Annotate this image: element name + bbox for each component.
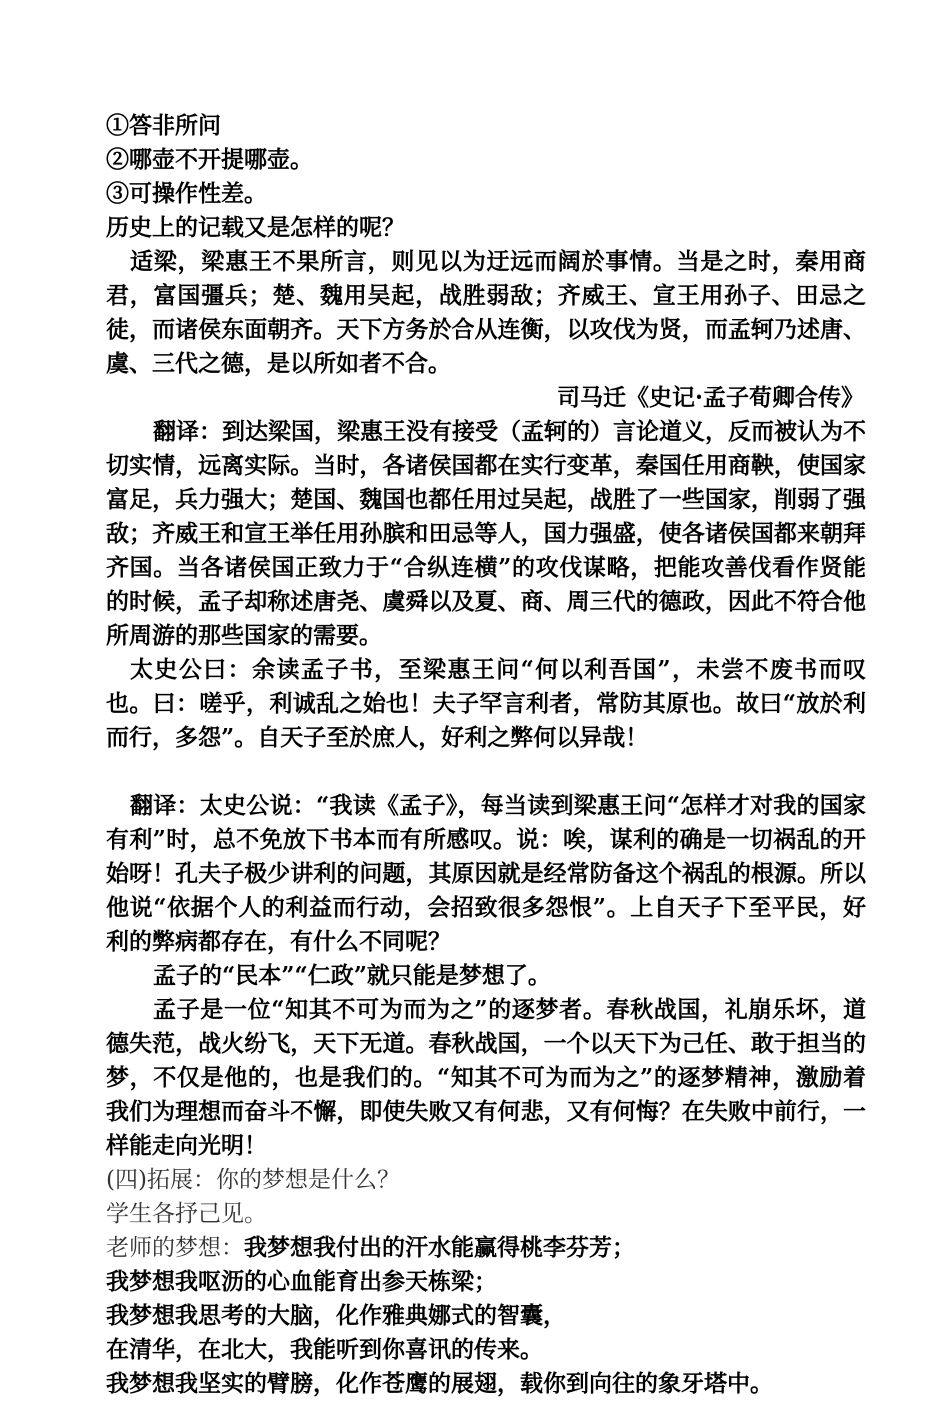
extension-heading: (四)拓展：你的梦想是什么？ (106, 1167, 400, 1193)
teacher-label: 老师的梦想： (106, 1235, 244, 1261)
paragraph-minben: 孟子的“民本”“仁政”就只能是梦想了。 (153, 962, 551, 989)
translation-1: 翻译：到达梁国，梁惠王没有接受（孟轲的）言论道义，反而被认为不切实情，远离实际。当时，各诸侯国都在实行变革，秦国任用商鞅，使国家富足，兵力强大；楚国、魏国也都任用过吴起，战胜了一些国家，削弱了强敌；齐威王和宣王举任用孙膑和田忌等人，国力强盛，使各诸侯国都来朝拜齐国。当各诸侯国正致力于“合纵连横”的攻伐谋略，把能攻善伐看作贤能的时候，孟子却称述唐尧、虞舜以及夏、商、周三代的德政，因此不符合他所周游的那些国家的需要。 (106, 418, 866, 649)
teacher-dream-line-3: 我梦想我思考的大脑，化作雅典娜式的智囊， (106, 1302, 566, 1329)
blank-line (106, 755, 866, 789)
classical-quote-1: 适梁，梁惠王不果所言，则见以为迂远而阔於事情。当是之时，秦用商君，富国彊兵；楚、魏用吴起，战胜弱敌；齐威王、宣王用孙子、田忌之徒，而诸侯东面朝齐。天下方务於合从连衡，以攻伐为贤，而孟轲乃述唐、虞、三代之德，是以所如者不合。 (106, 248, 866, 377)
paragraph-dream-chaser: 孟子是一位“知其不可为而为之”的逐梦者。春秋战国，礼崩乐坏，道德失范，战火纷飞，天下无道。春秋战国，一个以天下为己任、敢于担当的梦，不仅是他的，也是我们的。“知其不可为而为之”的逐梦精神，激励着我们为理想而奋斗不懈，即使失败又有何悲，又有何悔？在失败中前行，一样能走向光明！ (106, 996, 866, 1159)
answer-point-1: ①答非所问 (106, 112, 221, 139)
teacher-dream-line-2: 我梦想我呕沥的心血能育出参天栋梁； (106, 1268, 497, 1295)
quote-source: 司马迁《史记·孟子荀卿合传》 (556, 384, 864, 411)
teacher-dream-line-1 (106, 1231, 866, 1265)
answer-point-3: ③可操作性差。 (106, 180, 267, 207)
students-response: 学生各抒己见。 (106, 1201, 267, 1227)
dream-text-1: 我梦想我付出的汗水能赢得桃李芬芳； (244, 1234, 635, 1261)
translation-2: 翻译：太史公说：“我读《孟子》，每当读到梁惠王问“怎样才对我的国家有利”时，总不免放下书本而有所感叹。说：唉，谋利的确是一切祸乱的开始呀！孔夫子极少讲利的问题，其原因就是经常防备这个祸乱的根源。所以他说“依据个人的利益而行动，会招致很多怨恨”。上自天子下至平民，好利的弊病都存在，有什么不同呢？ (106, 792, 866, 955)
history-question: 历史上的记载又是怎样的呢？ (106, 214, 405, 241)
document-body (106, 109, 866, 1401)
answer-point-2: ②哪壶不开提哪壶。 (106, 146, 313, 173)
teacher-dream-line-5: 我梦想我坚实的臂膀，化作苍鹰的展翅，载你到向往的象牙塔中。 (106, 1370, 773, 1397)
classical-quote-2: 太史公曰：余读孟子书，至梁惠王问“何以利吾国”，未尝不废书而叹也。曰：嗟乎，利诚乱之始也！夫子罕言利者，常防其原也。故曰“放於利而行，多怨”。自天子至於庶人，好利之弊何以异哉！ (106, 656, 866, 751)
teacher-dream-line-4: 在清华，在北大，我能听到你喜讯的传来。 (106, 1336, 543, 1363)
